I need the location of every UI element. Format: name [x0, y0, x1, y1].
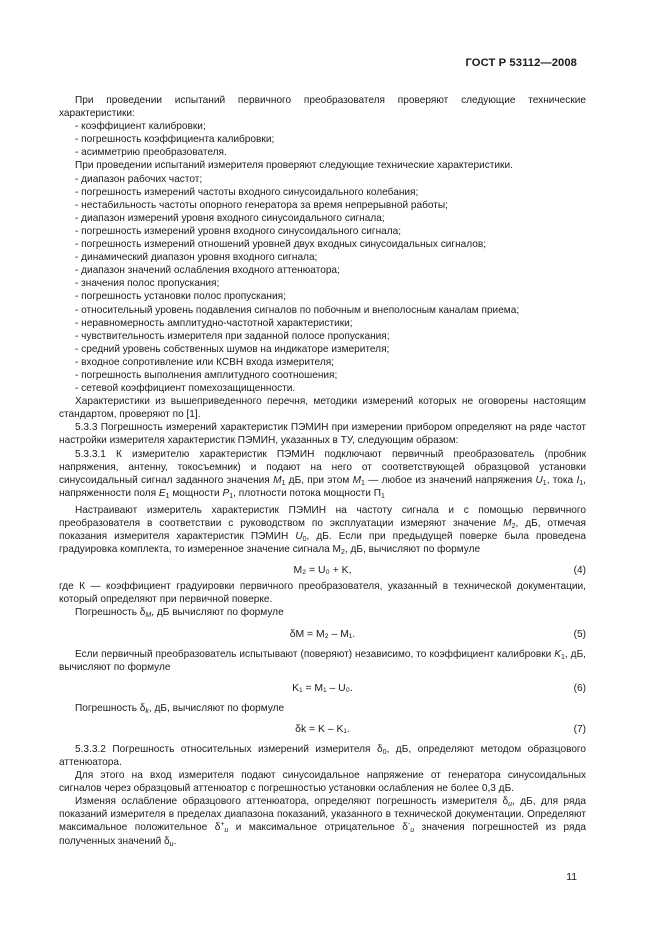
meter-item: - погрешность измерений частоты входного синусоидального колебания; — [75, 186, 419, 198]
section-5-3-3: 5.3.3 Погрешность измерений характеристик ПЭМИН при измерении прибором определяют на ряде частот настройки измерителя характеристик ПЭМИН, указанных в ТУ, следующим образом: — [59, 422, 586, 447]
meter-item: - нестабильность частоты опорного генератора за время непрерывной работы; — [75, 199, 448, 211]
equation-6 — [59, 679, 586, 698]
equation-6-formula: K₁ = M₁ – U₀. — [292, 682, 353, 694]
page-number: 11 — [566, 872, 577, 883]
section-5-3-3-1: 5.3.3.1 К измерителю характеристик ПЭМИН подключают первичный преобразователь (пробник напряжения, антенну, токосъемник) и подают на него от соответствующей образцовой установки синусоидальный сигнал заданного значения $M_1$ дБ, при этом $M_1$ — любое из значений напряжения $U_1$, тока $I_1$, напряженности поля $E_1$ мощности $P_1$, плотности потока мощности $П_1$ — [59, 448, 586, 500]
equation-7-number: (7) — [573, 723, 586, 735]
meter-item: - неравномерность амплитудно-частотной характеристики; — [75, 317, 353, 329]
equation-7 — [59, 720, 586, 739]
equation-5-number: (5) — [573, 628, 586, 640]
meter-item: - относительный уровень подавления сигналов по побочным и внеполосным каналам приема; — [75, 304, 520, 316]
equation-5 — [59, 625, 586, 644]
equation-7-formula: δk = K – K₁. — [295, 723, 350, 735]
input-paragraph: Для этого на вход измерителя подают синусоидальное напряжение от генератора синусоидальных сигналов через образцовый аттенюатор с погрешностью установки ослабления не более 0,3 дБ. — [59, 770, 586, 795]
meter-item: - диапазон измерений уровня входного синусоидального сигнала; — [75, 212, 385, 224]
meter-item: - диапазон рабочих частот; — [75, 173, 203, 185]
meter-item: - входное сопротивление или КСВН входа измерителя; — [75, 356, 334, 368]
page-body — [59, 94, 586, 848]
equation-4-number: (4) — [573, 565, 586, 577]
equation-4-formula: M₂ = U₀ + K, — [293, 565, 352, 577]
meter-item: - чувствительность измерителя при заданной полосе пропускания; — [75, 330, 390, 342]
section-5-3-3-2: 5.3.3.2 Погрешность относительных измерений измерителя $\delta_0$, дБ, определяют методом образцового аттенюатора. — [59, 743, 587, 768]
k1-intro: Если первичный преобразователь испытывают (поверяют) независимо, то коэффициент калибровки $K_1$, дБ, вычисляют по формуле — [59, 648, 586, 673]
meter-item: - погрешность установки полос пропускания; — [75, 291, 286, 303]
standard-header: ГОСТ Р 53112—2008 — [465, 57, 577, 69]
converter-item: - погрешность коэффициента калибровки; — [75, 134, 275, 146]
meter-item: - значения полос пропускания; — [75, 278, 220, 290]
meter-item: - погрешность измерений отношений уровней двух входных синусоидальных сигналов; — [75, 239, 487, 251]
converter-lead: При проведении испытаний первичного преобразователя проверяют следующие технические характеристики: — [59, 95, 586, 120]
meter-item: - средний уровень собственных шумов на индикаторе измерителя; — [75, 343, 390, 355]
equation-6-number: (6) — [573, 682, 586, 694]
meter-item: - погрешность измерений уровня входного синусоидального сигнала; — [75, 225, 402, 237]
equation-4 — [59, 561, 586, 580]
meter-item: - диапазон значений ослабления входного аттенюатора; — [75, 265, 340, 277]
converter-item: - коэффициент калибровки; — [75, 121, 206, 133]
closing-paragraph: Характеристики из вышеприведенного перечня, методики измерений которых не оговорены настоящим стандартом, проверяют по [1]. — [59, 396, 586, 421]
meter-lead: При проведении испытаний измерителя проверяют следующие технические характеристики. — [75, 160, 513, 172]
change-paragraph: Изменяя ослабление образцового аттенюатора, определяют погрешность измерителя $\delta_и$, дБ, для ряда показаний измерителя в пределах диапазона показаний, указанного в технической документации. Определяют максимальное положительное $\delta^+_и$ и максимальное отрицательное $\delta^-_и$ значения погрешностей из ряда полученных значений $\delta_и$. — [59, 796, 586, 848]
delta-m-intro: Погрешность $\delta_M$, дБ вычисляют по формуле — [75, 607, 284, 620]
where-k-paragraph: где К — коэффициент градуировки первичного преобразователя, указанный в технической документации, который определяют при первичной поверке. — [59, 581, 586, 606]
meter-item: - погрешность выполнения амплитудного соотношения; — [75, 369, 338, 381]
meter-item: - сетевой коэффициент помехозащищенности. — [75, 383, 296, 395]
converter-item: - асимметрию преобразователя. — [75, 147, 227, 159]
meter-item: - динамический диапазон уровня входного сигнала; — [75, 252, 318, 264]
equation-5-formula: δM = M₂ – M₁. — [289, 628, 356, 640]
delta-k-intro: Погрешность $\delta_k$, дБ, вычисляют по формуле — [75, 702, 285, 715]
adjust-paragraph: Настраивают измеритель характеристик ПЭМИН на частоту сигнала и с помощью первичного преобразователя в соответствии с руководством по эксплуатации измеряют значение $M_2$, дБ, отмечая показания измерителя характеристик ПЭМИН $U_0$, дБ. Если при предыдущей поверке была проведена градуировка комплекта, то измеренное значение сигнала $М_2$, дБ, вычисляют по формуле — [59, 504, 586, 557]
